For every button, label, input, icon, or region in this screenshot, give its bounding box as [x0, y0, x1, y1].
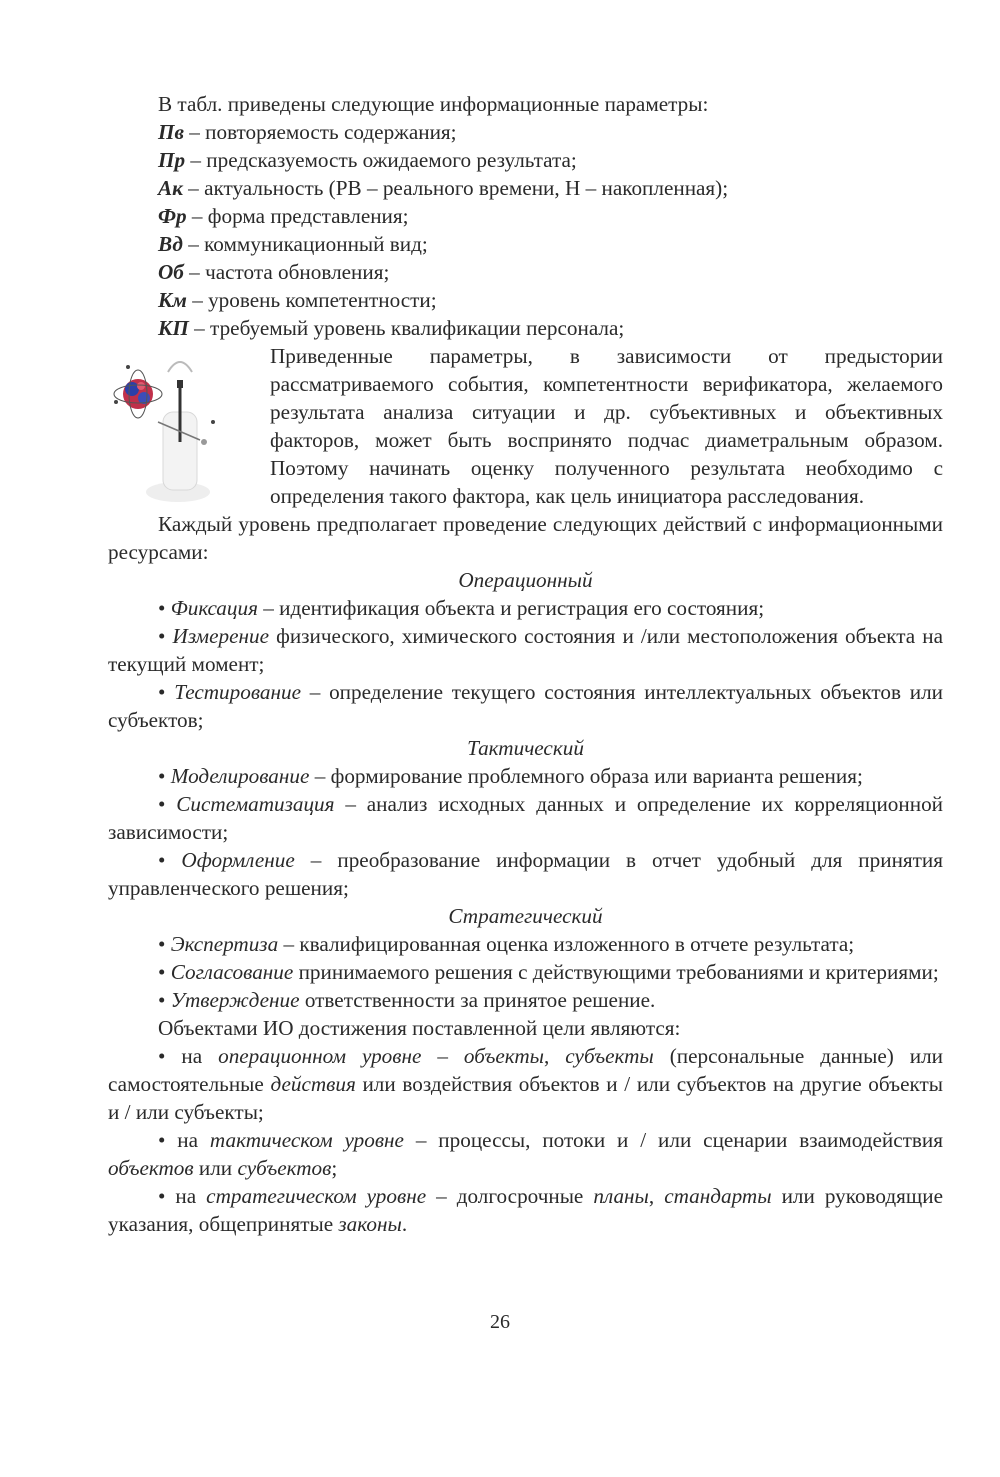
figure-paragraph: Приведенные параметры, в зависимости от предыстории рассматриваемого события, компетентности верификатора, желаемого результата анализа ситуации и др. субъективных и объективных факторов, может быть воспринято подчас диаметральным образом. Поэтому начинать оценку полученного результата необходимо с определения такого фактора, как цель инициатора расследования. — [270, 344, 943, 508]
item-term: Согласование — [170, 960, 294, 984]
italic-run: объектов — [108, 1156, 194, 1180]
objects-tactical — [108, 1126, 943, 1182]
text-run: или — [193, 1156, 238, 1180]
italic-run: субъекты — [565, 1044, 654, 1068]
param-item — [108, 202, 943, 230]
param-term: Вд — [158, 232, 183, 256]
list-item — [108, 678, 943, 734]
text-run: или руководящие указания, общепринятые — [108, 1184, 943, 1236]
item-term: Систематизация — [176, 792, 335, 816]
text-run: , — [648, 1184, 665, 1208]
item-term: Тестирование — [174, 680, 301, 704]
italic-run: планы — [593, 1184, 649, 1208]
param-term: КП — [158, 316, 189, 340]
list-item — [108, 594, 943, 622]
text-run: или воздействия объектов и / или субъектов на другие объекты и / или субъекты; — [108, 1072, 943, 1124]
param-desc: – требуемый уровень квалификации персонала; — [188, 316, 625, 340]
item-desc: ответственности за принятое решение. — [299, 988, 656, 1012]
item-term: Экспертиза — [170, 932, 279, 956]
item-desc: – формирование проблемного образа или варианта решения; — [309, 764, 863, 788]
italic-run: законы — [338, 1212, 402, 1236]
list-item — [108, 790, 943, 846]
italic-run: стратегическом уровне — [206, 1184, 427, 1208]
bullet-icon: • — [158, 764, 171, 788]
item-term: Утверждение — [170, 988, 300, 1012]
intro-line: В табл. приведены следующие информационные параметры: — [158, 92, 709, 116]
list-item — [108, 846, 943, 902]
figure-paragraph-block — [108, 342, 943, 510]
section-title-operational: Операционный — [458, 568, 593, 592]
param-desc: – предсказуемость ожидаемого результата; — [185, 148, 577, 172]
param-item — [108, 314, 943, 342]
item-term: Измерение — [172, 624, 269, 648]
param-term: Пр — [158, 148, 186, 172]
text-run: • на — [158, 1128, 210, 1152]
param-desc: – коммуникационный вид; — [182, 232, 428, 256]
list-item — [108, 986, 943, 1014]
page-number: 26 — [490, 1311, 510, 1333]
param-desc: – актуальность (РВ – реального времени, Н – накопленная); — [182, 176, 729, 200]
objects-intro: Объектами ИО достижения поставленной цели являются: — [158, 1016, 681, 1040]
list-item — [108, 762, 943, 790]
section-title-strategic: Стратегический — [448, 904, 603, 928]
param-term: Фр — [158, 204, 187, 228]
scientist-illustration — [108, 342, 228, 507]
text-run: – процессы, потоки и / или сценарии взаимодействия — [403, 1128, 943, 1152]
item-desc: – анализ исходных данных и определение их корреляционной зависимости; — [108, 792, 943, 844]
list-item — [108, 958, 943, 986]
bullet-icon: • — [158, 848, 182, 872]
text-run: , — [544, 1044, 566, 1068]
section-title-tactical: Тактический — [467, 736, 584, 760]
list-item — [108, 622, 943, 678]
param-item — [108, 118, 943, 146]
param-term: Об — [158, 260, 184, 284]
item-term: Моделирование — [170, 764, 310, 788]
text-run: . — [401, 1212, 408, 1236]
text-run: (персональные данные) или самостоятельные — [108, 1044, 943, 1096]
italic-run: действия — [270, 1072, 356, 1096]
text-run: ; — [331, 1156, 338, 1180]
item-desc: – квалифицированная оценка изложенного в отчете результата; — [278, 932, 855, 956]
italic-run: субъектов — [237, 1156, 332, 1180]
param-desc: – частота обновления; — [183, 260, 390, 284]
bullet-icon: • — [158, 792, 177, 816]
levels-intro: Каждый уровень предполагает проведение следующих действий с информационными ресурсами: — [108, 512, 943, 564]
param-item — [108, 286, 943, 314]
param-term: Ак — [158, 176, 183, 200]
bullet-icon: • — [158, 988, 171, 1012]
item-desc: – определение текущего состояния интеллектуальных объектов или субъектов; — [108, 680, 943, 732]
page-body — [108, 90, 943, 1238]
objects-operational — [108, 1042, 943, 1126]
text-run: – долгосрочные — [426, 1184, 594, 1208]
bullet-icon: • — [158, 680, 175, 704]
param-desc: – форма представления; — [186, 204, 409, 228]
bullet-icon: • — [158, 960, 171, 984]
bullet-icon: • — [158, 932, 171, 956]
bullet-icon: • — [158, 624, 173, 648]
list-item — [108, 930, 943, 958]
param-term: Пв — [158, 120, 184, 144]
item-desc: – идентификация объекта и регистрация его состояния; — [257, 596, 765, 620]
item-desc: – преобразование информации в отчет удобный для принятия управленческого решения; — [108, 848, 943, 900]
param-item — [108, 146, 943, 174]
item-term: Оформление — [181, 848, 295, 872]
param-item — [108, 230, 943, 258]
param-term: Км — [158, 288, 187, 312]
item-desc: физического, химического состояния и /или местоположения объекта на текущий момент; — [108, 624, 943, 676]
italic-run: операционном уровне – объекты — [218, 1044, 545, 1068]
text-run: • на — [158, 1184, 207, 1208]
param-desc: – повторяемость содержания; — [183, 120, 457, 144]
text-run: • на — [158, 1044, 219, 1068]
italic-run: тактическом уровне — [209, 1128, 404, 1152]
param-desc: – уровень компетентности; — [186, 288, 437, 312]
item-term: Фиксация — [170, 596, 258, 620]
param-item — [108, 258, 943, 286]
param-item — [108, 174, 943, 202]
parameter-list — [108, 118, 943, 342]
objects-strategic — [108, 1182, 943, 1238]
item-desc: принимаемого решения с действующими требованиями и критериями; — [293, 960, 939, 984]
bullet-icon: • — [158, 596, 171, 620]
italic-run: стандарты — [664, 1184, 772, 1208]
